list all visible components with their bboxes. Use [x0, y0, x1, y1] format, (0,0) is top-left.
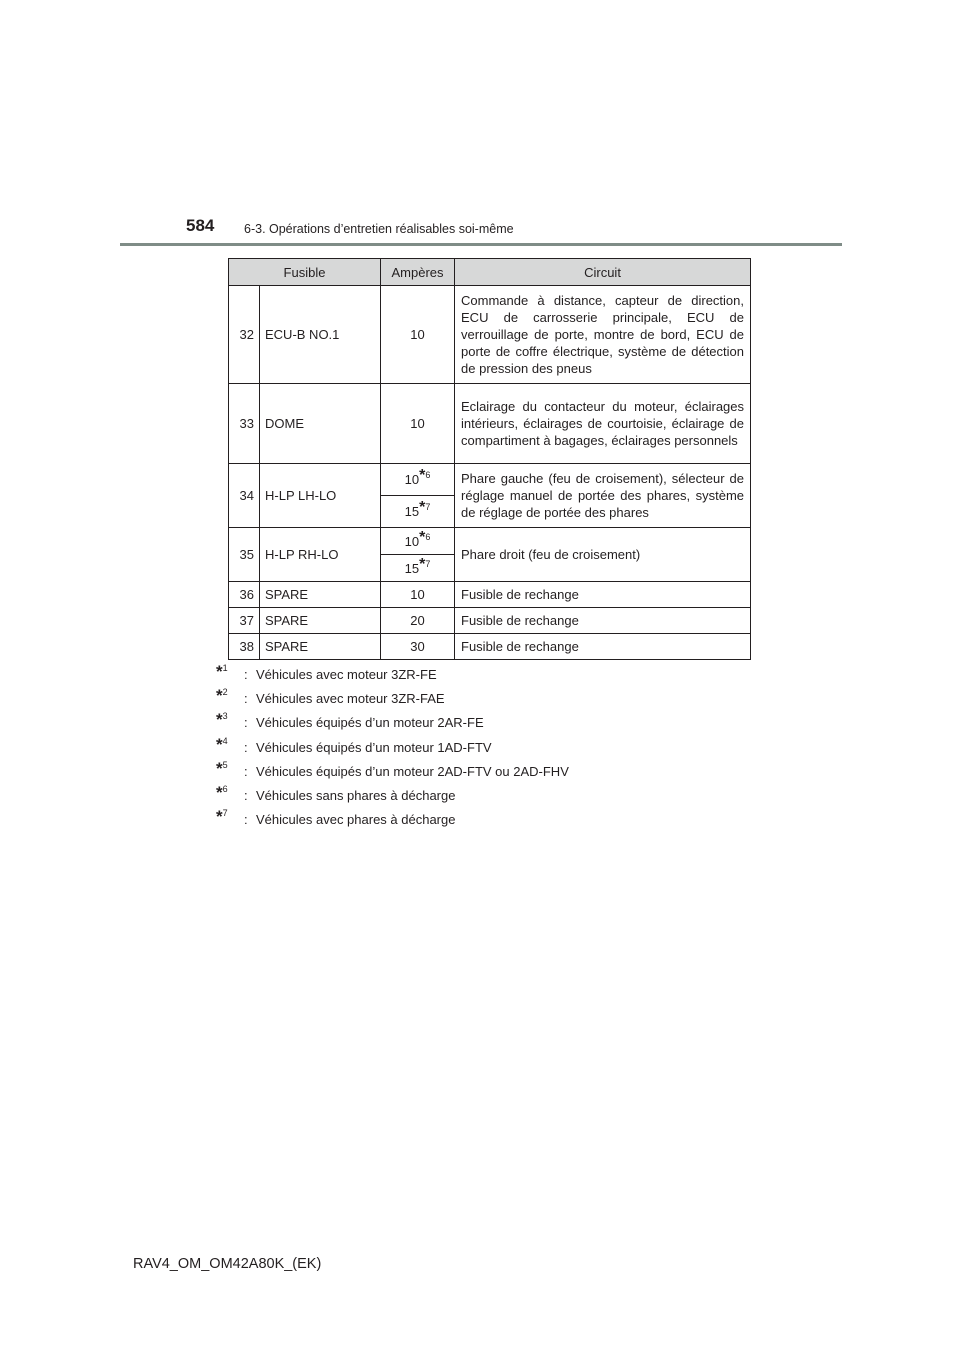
footnote-star: * [419, 467, 426, 484]
footnote-text: Véhicules équipés d’un moteur 1AD-FTV [256, 739, 492, 755]
footnotes [216, 662, 776, 836]
fuse-table [228, 258, 751, 660]
footnote-ref: 7 [425, 558, 431, 569]
amp-value: 15 [404, 560, 420, 576]
footnote-number: 4 [222, 735, 228, 746]
footnote-separator: : [244, 691, 248, 707]
footnote-marker [216, 710, 244, 730]
footnote-marker [216, 782, 244, 803]
footnote-star: * [419, 499, 426, 516]
fuse-name: H-LP LH-LO [260, 464, 381, 528]
table-row [229, 528, 751, 555]
header-rule [120, 243, 842, 246]
footnote-ref: 6 [425, 531, 431, 542]
fuse-name: DOME [260, 384, 381, 464]
column-header-amperes: Ampères [381, 259, 455, 286]
footnote-marker [216, 758, 244, 779]
table-row [229, 464, 751, 496]
fuse-number: 37 [229, 608, 260, 634]
footnote-ref: 6 [425, 470, 431, 480]
section-title: 6-3. Opérations d’entretien réalisables soi-même [244, 222, 514, 236]
page-number: 584 [186, 216, 215, 235]
fuse-circuit: Fusible de rechange [455, 582, 751, 608]
footnote-star: * [216, 686, 223, 706]
fuse-circuit: Eclairage du contacteur du moteur, éclairages intérieurs, éclairages de courtoisie, éclairage de compartiment à bagages, éclairages personnels [455, 384, 751, 464]
fuse-amperage [381, 496, 455, 528]
footnote-text: Véhicules avec phares à décharge [256, 812, 456, 828]
fuse-circuit: Fusible de rechange [455, 608, 751, 634]
fuse-number: 36 [229, 582, 260, 608]
fuse-amperage: 10 [381, 384, 455, 464]
column-header-fusible: Fusible [229, 259, 381, 286]
footnote-star: * [216, 758, 223, 778]
footnote-ref: 7 [425, 502, 431, 512]
fuse-amperage [381, 528, 455, 555]
footnote [216, 686, 776, 715]
footnote-number: 3 [222, 711, 228, 722]
footnote-number: 2 [222, 687, 228, 698]
footnote-separator: : [244, 739, 248, 755]
footnote-text: Véhicules équipés d’un moteur 2AR-FE [256, 715, 484, 731]
fuse-circuit: Fusible de rechange [455, 634, 751, 660]
table-row [229, 286, 751, 384]
footnote [216, 758, 776, 788]
fuse-name: ECU-B NO.1 [260, 286, 381, 384]
footnote-text: Véhicules équipés d’un moteur 2AD-FTV ou 2AD-FHV [256, 763, 569, 779]
footnote [216, 710, 776, 739]
amp-value: 15 [404, 504, 420, 519]
footnote-number: 5 [222, 759, 228, 770]
footnote-separator: : [244, 667, 248, 682]
footnote-number: 1 [222, 663, 228, 673]
footnote-star: * [419, 528, 426, 546]
fuse-amperage: 20 [381, 608, 455, 634]
table-row [229, 634, 751, 660]
fuse-circuit: Phare droit (feu de croisement) [455, 528, 751, 582]
footnote-number: 7 [222, 808, 228, 819]
fuse-circuit: Commande à distance, capteur de direction, ECU de carrosserie principale, ECU de verrouillage de porte, montre de bord, ECU de porte de coffre électrique, système de détection de pression des pneus [455, 286, 751, 384]
fuse-amperage [381, 464, 455, 496]
footnote-separator: : [244, 763, 248, 779]
footnote-marker [216, 734, 244, 755]
footnote-marker [216, 686, 244, 706]
footnote [216, 807, 776, 836]
column-header-circuit: Circuit [455, 259, 751, 286]
footnote-text: Véhicules sans phares à décharge [256, 787, 456, 803]
fuse-name: SPARE [260, 634, 381, 660]
fuse-number: 34 [229, 464, 260, 528]
footnote-text: Véhicules avec moteur 3ZR-FAE [256, 691, 445, 707]
footnote [216, 662, 776, 691]
footnote [216, 782, 776, 812]
table-row [229, 384, 751, 464]
footnote-separator: : [244, 812, 248, 828]
amp-value: 10 [404, 472, 420, 487]
fuse-number: 32 [229, 286, 260, 384]
fuse-amperage: 10 [381, 286, 455, 384]
footnote-star: * [216, 710, 223, 730]
fuse-amperage [381, 555, 455, 582]
fuse-number: 35 [229, 528, 260, 582]
footnote-star: * [419, 555, 426, 573]
footnote-star: * [216, 807, 223, 827]
fuse-number: 33 [229, 384, 260, 464]
footnote-separator: : [244, 715, 248, 731]
footnote-text: Véhicules avec moteur 3ZR-FE [256, 667, 437, 682]
fuse-amperage: 30 [381, 634, 455, 660]
document-code: RAV4_OM_OM42A80K_(EK) [133, 1256, 322, 1272]
table-header-row [229, 259, 751, 286]
amp-value: 10 [404, 533, 420, 549]
fuse-amperage: 10 [381, 582, 455, 608]
footnote-separator: : [244, 787, 248, 803]
fuse-name: SPARE [260, 608, 381, 634]
footnote-marker [216, 662, 244, 682]
footnote-star: * [216, 782, 223, 802]
table-row [229, 608, 751, 634]
fuse-name: SPARE [260, 582, 381, 608]
footnote-number: 6 [222, 783, 228, 794]
fuse-name: H-LP RH-LO [260, 528, 381, 582]
footnote-star: * [216, 662, 223, 681]
fuse-number: 38 [229, 634, 260, 660]
fuse-circuit: Phare gauche (feu de croisement), sélecteur de réglage manuel de portée des phares, système de réglage de portée des phares [455, 464, 751, 528]
footnote [216, 734, 776, 764]
footnote-star: * [216, 734, 223, 754]
footnote-marker [216, 807, 244, 827]
table-row [229, 582, 751, 608]
